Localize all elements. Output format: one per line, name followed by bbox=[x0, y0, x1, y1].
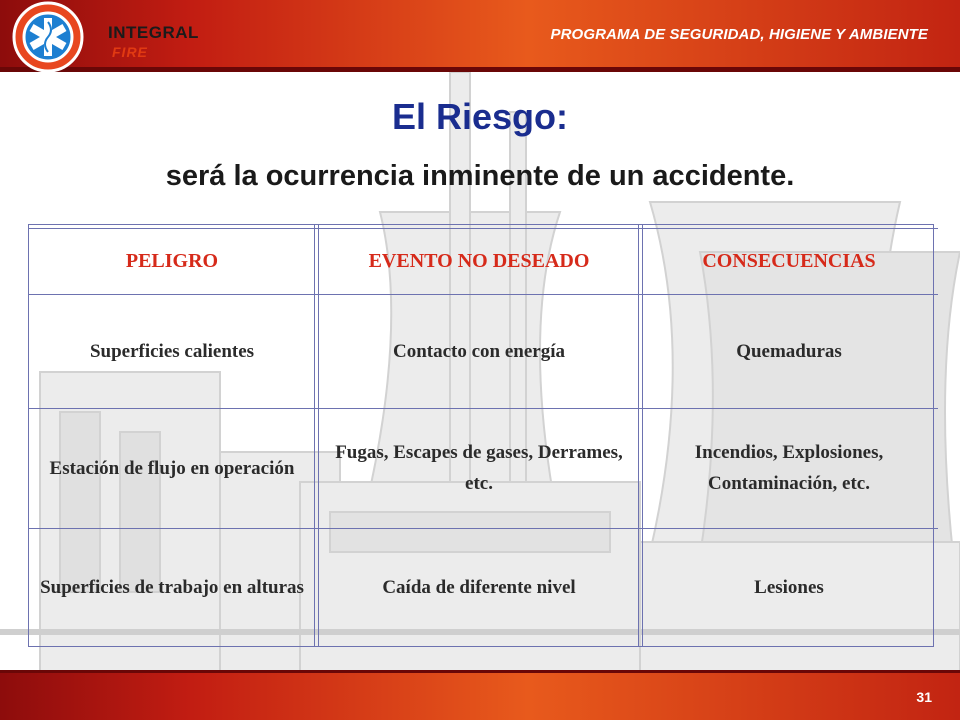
program-title: PROGRAMA DE SEGURIDAD, HIGIENE Y AMBIENTE bbox=[550, 26, 928, 43]
table-cell: Estación de flujo en operación bbox=[49, 457, 295, 479]
logo-word-integral: INTEGRAL bbox=[108, 23, 199, 42]
table-cell: Fugas, Escapes de gases, Derrames, etc. bbox=[335, 442, 623, 494]
table-cell: Caída de diferente nivel bbox=[382, 576, 576, 598]
table-cell: Contacto con energía bbox=[392, 340, 566, 362]
table-cell: Lesiones bbox=[754, 576, 824, 598]
slide-title: El Riesgo: bbox=[391, 96, 569, 137]
table-cell: Incendios, Explosiones, Contaminación, etc. bbox=[694, 442, 884, 494]
integral-fire-logo bbox=[6, 0, 226, 74]
table-cell: Superficies de trabajo en alturas bbox=[40, 576, 304, 598]
header-cell-evento: EVENTO NO DESEADO bbox=[368, 249, 590, 272]
slide-subtitle: será la ocurrencia inminente de un accidente. bbox=[165, 160, 795, 192]
table-cell: Quemaduras bbox=[736, 340, 842, 362]
footer-divider bbox=[0, 670, 960, 673]
header-cell-peligro: PELIGRO bbox=[125, 249, 219, 272]
table-cell: Superficies calientes bbox=[89, 340, 255, 362]
logo-word-fire: FIRE bbox=[112, 44, 148, 60]
star-of-life-icon bbox=[6, 0, 106, 74]
footer-bar bbox=[0, 670, 960, 720]
header-cell-consecuencias: CONSECUENCIAS bbox=[702, 249, 876, 272]
risk-table bbox=[28, 224, 936, 649]
page-number: 31 bbox=[916, 689, 932, 705]
